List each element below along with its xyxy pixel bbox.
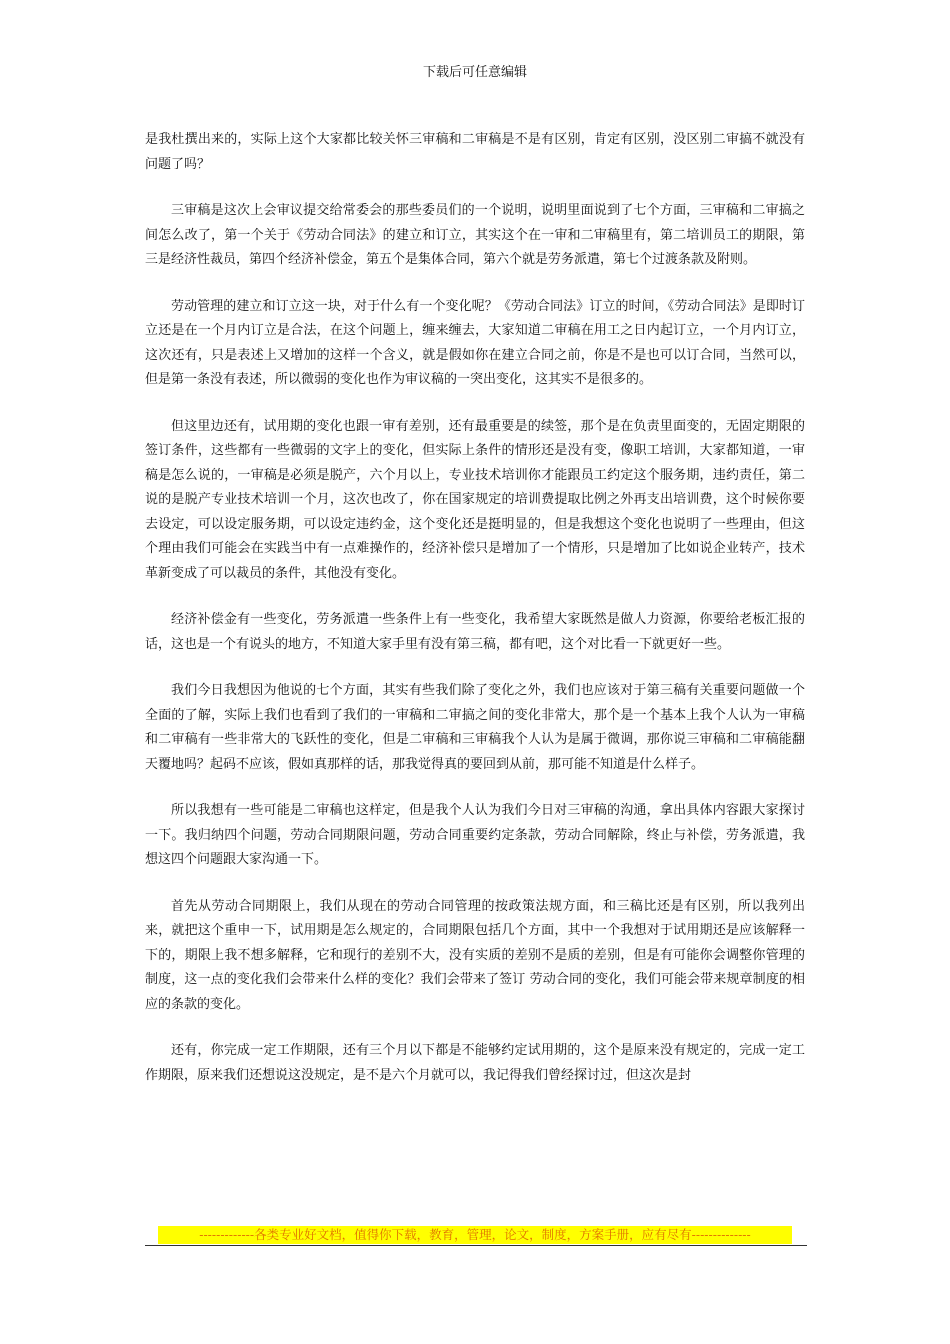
paragraph: 所以我想有一些可能是二审稿也这样定，但是我个人认为我们今日对三审稿的沟通，拿出具体内容跟大家探讨一下。我归纳四个问题，劳动合同期限问题，劳动合同重要约定条款，劳动合同解除，终止与补偿，劳务派遣，我想这四个问题跟大家沟通一下。	[145, 803, 805, 867]
paragraph: 还有，你完成一定工作期限，还有三个月以下都是不能够约定试用期的，这个是原来没有规定的，完成一定工作期限，原来我们还想说这没规定，是不是六个月就可以，我记得我们曾经探讨过，但这次是封	[145, 1043, 805, 1083]
paragraph: 劳动管理的建立和订立这一块，对于什么有一个变化呢？《劳动合同法》订立的时间，《劳动合同法》是即时订立还是在一个月内订立是合法，在这个问题上，缠来缠去，大家知道二审稿在用工之日内起订立，一个月内订立，这次还有，只是表述上又增加的这样一个含义，就是假如你在建立合同之前，你是不是也可以订合同，当然可以，但是第一条没有表述，所以微弱的变化也作为审议稿的一突出变化，这其实不是很多的。	[145, 298, 805, 387]
footer-divider	[145, 1245, 807, 1246]
paragraph: 首先从劳动合同期限上，我们从现在的劳动合同管理的按政策法规方面，和三稿比还是有区别，所以我列出来，就把这个重申一下，试用期是怎么规定的，合同期限包括几个方面，其中一个我想对于试用期还是应该解释一下的，期限上我不想多解释，它和现行的差别不大，没有实质的差别不是质的差别，但是有可能你会调整你管理的制度，这一点的变化我们会带来什么样的变化？我们会带来了签订 劳动合同的变化，我们可能会带来规章制度的相应的条款的变化。	[145, 898, 805, 1012]
document-body	[145, 128, 805, 1088]
page-header: 下载后可任意编辑	[422, 65, 527, 80]
paragraph: 三审稿是这次上会审议提交给常委会的那些委员们的一个说明，说明里面说到了七个方面，三审稿和二审搞之间怎么改了，第一个关于《劳动合同法》的建立和订立，其实这个在一审和二审稿里有，第二培训员工的期限，第三是经济性裁员，第四个经济补偿金，第五个是集体合同，第六个就是劳务派遣，第七个过渡条款及附则。	[145, 203, 805, 267]
paragraph: 经济补偿金有一些变化，劳务派遣一些条件上有一些变化，我希望大家既然是做人力资源，你要给老板汇报的话，这也是一个有说头的地方，不知道大家手里有没有第三稿，都有吧，这个对比看一下就更好一些。	[145, 612, 805, 652]
paragraph: 是我杜撰出来的，实际上这个大家都比较关怀三审稿和二审稿是不是有区别，肯定有区别，没区别二审搞不就没有问题了吗？	[145, 132, 805, 172]
paragraph: 我们今日我想因为他说的七个方面，其实有些我们除了变化之外，我们也应该对于第三稿有关重要问题做一个全面的了解，实际上我们也看到了我们的一审稿和二审搞之间的变化非常大，那个是一个基本上我个人认为一审稿和二审稿有一些非常大的飞跃性的变化，但是二审稿和三审稿我个人认为是属于微调，那你说三审稿和二审稿能翻天覆地吗？起码不应该，假如真那样的话，那我觉得真的要回到从前，那可能不知道是什么样子。	[145, 683, 805, 772]
footer-promo-banner: -------------各类专业好文档，值得你下载，教育，管理，论文，制度，方案手册，应有尽有--------------	[158, 1226, 792, 1244]
paragraph: 但这里边还有，试用期的变化也跟一审有差别，还有最重要是的续签，那个是在负责里面变的，无固定期限的签订条件，这些都有一些微弱的文字上的变化，但实际上条件的情形还是没有变，像职工培训，大家都知道，一审稿是怎么说的，一审稿是必须是脱产，六个月以上，专业技术培训你才能跟员工约定这个服务期，违约责任，第二说的是脱产专业技术培训一个月，这次也改了，你在国家规定的培训费提取比例之外再支出培训费，这个时候你要去设定，可以设定服务期，可以设定违约金，这个变化还是挺明显的，但是我想这个变化也说明了一些理由，但这个理由我们可能会在实践当中有一点难操作的，经济补偿只是增加了一个情形，只是增加了比如说企业转产，技术革新变成了可以裁员的条件，其他没有变化。	[145, 418, 805, 581]
